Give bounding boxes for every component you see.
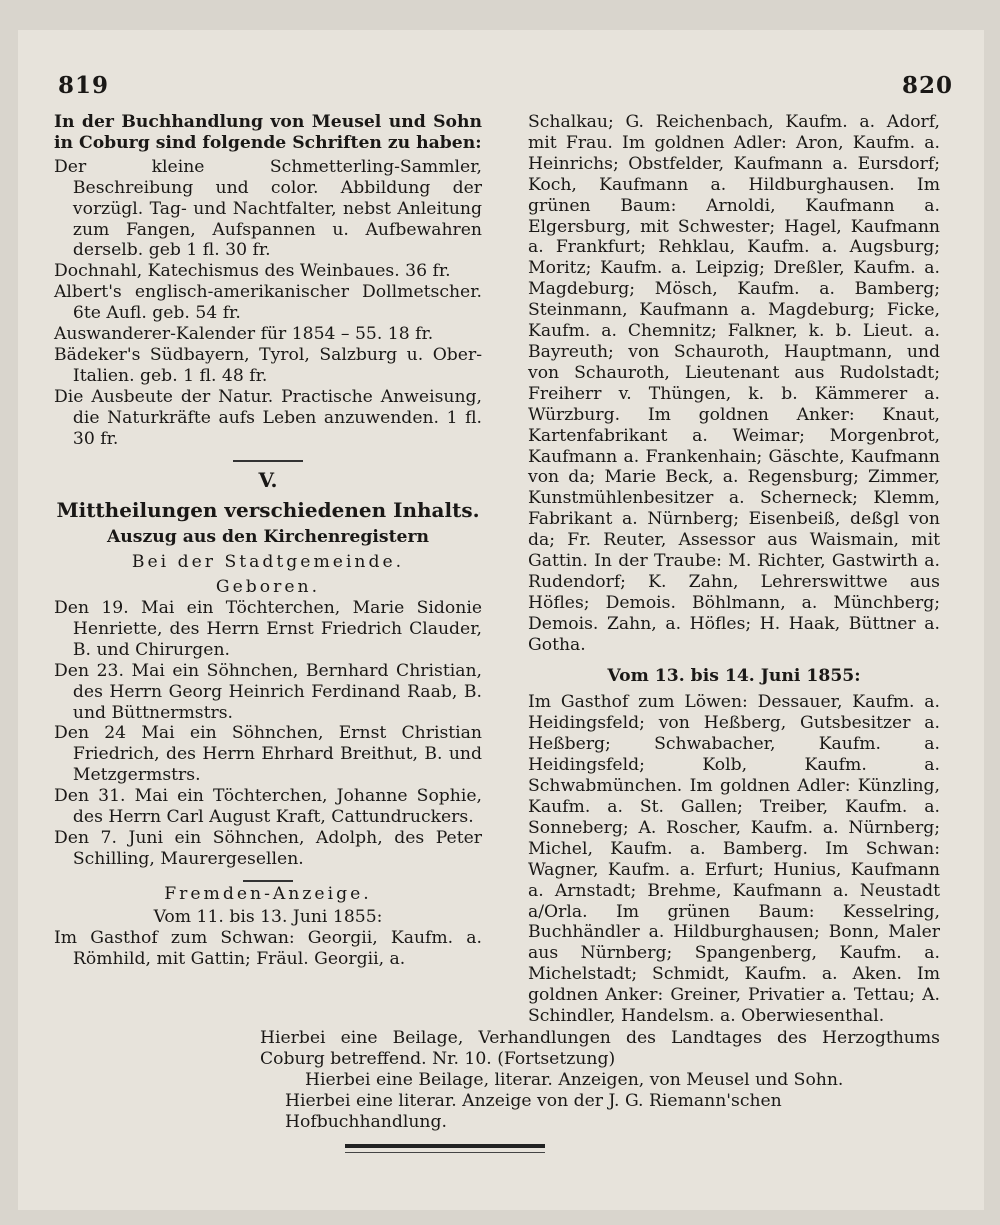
divider: [243, 880, 293, 882]
birth-entry: Den 7. Juni ein Söhnchen, Adolph, des Peter Schilling, Maurergesellen.: [54, 828, 482, 869]
footer-rule: [345, 1144, 545, 1148]
section-number: V.: [258, 467, 278, 492]
born-heading: Geboren.: [215, 577, 321, 598]
section-subtitle: Auszug aus den Kirchenregistern: [106, 527, 430, 548]
footer-notes: [55, 1028, 940, 1133]
footer-note: Hierbei eine Beilage, literar. Anzeigen, von Meusel und Sohn.: [305, 1070, 844, 1090]
date-range: Vom 13. bis 14. Juni 1855:: [607, 665, 861, 686]
book-entry: Bädeker's Südbayern, Tyrol, Salzburg u. Ober-Italien. geb. 1 fl. 48 fr.: [54, 344, 482, 386]
strangers-list: Im Gasthof zum Schwan: Georgii, Kaufm. a. Römhild, mit Gattin; Fräul. Georgii, a.: [54, 927, 482, 969]
footer-note: Hierbei eine Beilage, Verhandlungen des Landtages des Herzogthums Coburg betreffend. Nr. 10. (Fortsetzung): [260, 1028, 940, 1069]
strangers-list: Schalkau; G. Reichenbach, Kaufm. a. Adorf, mit Frau. Im goldnen Adler: Aron, Kaufm. a. Heinrichs; Obstfelder, Kaufmann a. Eursdorf; Koch, Kaufmann a. Hildburghausen. Im grünen Baum: Arnoldi, Kaufmann a. Elgersburg, mit Schwester; Hagel, Kaufmann a. Frankfurt; Rehklau, Kaufm. a. Augsburg; Moritz; Kaufm. a. Leipzig; Dreßler, Kaufm. a. Magdeburg; Mösch, Kaufm. a. Bamberg; Steinmann, Kaufmann a. Magdeburg; Ficke, Kaufm. a. Chemnitz; Falkner, k. b. Lieut. a. Bayreuth; von Schauroth, Hauptmann, und von Schauroth, Lieutenant aus Rudolstadt; Freiherr v. Thüngen, k. b. Kämmerer a. Würzburg. Im goldnen Anker: Knaut, Kartenfabrikant a. Weimar; Morgenbrot, Kaufmann a. Frankenhain; Gäschte, Kaufmann von da; Marie Beck, a. Regensburg; Zimmer, Kunstmühlenbesitzer a. Scherneck; Klemm, Fabrikant a. Nürnberg; Eisenbeiß, deßgl von da; Fr. Reuter, Assessor aus Waismain, mit Gattin. In der Traube: M. Richter, Gastwirth a. Rudendorf; K. Zahn, Lehrerswittwe aus Höfles; Demois. Böhlmann, a. Münchberg; Demois. Zahn, a. Höfles; H. Haak, Büttner a. Gotha.: [528, 112, 940, 655]
book-entry: Auswanderer-Kalender für 1854 – 55. 18 fr.: [54, 324, 434, 345]
footer-note: Hierbei eine literar. Anzeige von der J. G. Riemann'schen Hofbuchhandlung.: [285, 1091, 782, 1132]
birth-entry: Den 23. Mai ein Söhnchen, Bernhard Christian, des Herrn Georg Heinrich Ferdinand Raab, B. und Büttnermstrs.: [54, 660, 482, 723]
book-entry: Die Ausbeute der Natur. Practische Anweisung, die Naturkräfte aufs Leben anzuwenden. 1 fl. 30 fr.: [54, 386, 482, 449]
book-entry: Albert's englisch-amerikanischer Dollmetscher. 6te Aufl. geb. 54 fr.: [54, 282, 482, 324]
birth-entry: Den 19. Mai ein Töchterchen, Marie Sidonie Henriette, des Herrn Ernst Friedrich Clauder, B. und Chirurgen.: [54, 598, 482, 660]
birth-entry: Den 24 Mai ein Söhnchen, Ernst Christian Friedrich, des Herrn Ehrhard Breithut, B. und Metzgermstrs.: [54, 723, 482, 786]
strangers-heading: Fremden-Anzeige.: [164, 883, 372, 904]
right-column: [528, 112, 940, 1027]
section-title: Mittheilungen verschiedenen Inhalts.: [56, 498, 480, 523]
footer-rule-thin: [345, 1152, 545, 1153]
parish-heading: Bei der Stadtgemeinde.: [131, 552, 405, 573]
date-range: Vom 11. bis 13. Juni 1855:: [153, 906, 383, 927]
birth-entry: Den 31. Mai ein Töchterchen, Johanne Sophie, des Herrn Carl August Kraft, Cattundruckers.: [54, 786, 482, 828]
book-entry: Dochnahl, Katechismus des Weinbaues. 36 fr.: [54, 261, 451, 282]
book-entry: Der kleine Schmetterling-Sammler, Beschreibung und color. Abbildung der vorzügl. Tag- und Nachtfalter, nebst Anleitung zum Fangen, Aufspannen u. Aufbewahren derselb. geb 1 fl. 30 fr.: [54, 156, 482, 261]
strangers-list: Im Gasthof zum Löwen: Dessauer, Kaufm. a. Heidingsfeld; von Heßberg, Gutsbesitzer a. Heßberg; Schwabacher, Kaufm. a. Heidingsfeld; Kolb, Kaufm. a. Schwabmünchen. Im goldnen Adler: Künzling, Kaufm. a. St. Gallen; Treiber, Kaufm. a. Sonneberg; A. Roscher, Kaufm. a. Nürnberg; Michel, Kaufm. a. Bamberg. Im Schwan: Wagner, Kaufm. a. Erfurt; Hunius, Kaufmann a. Arnstadt; Brehme, Kaufmann a. Neustadt a/Orla. Im grünen Baum: Kesselring, Buchhändler a. Hildburghausen; Bonn, Maler aus Nürnberg; Spangenberg, Kaufm. a. Michelstadt; Schmidt, Kaufm. a. Aken. Im goldnen Anker: Greiner, Privatier a. Tettau; A. Schindler, Handelsm. a. Oberwiesenthal.: [528, 692, 940, 1027]
left-column: [54, 112, 482, 969]
page-number-right: 820: [902, 72, 954, 99]
page-number-left: 819: [58, 72, 110, 99]
bookshop-ad-intro: In der Buchhandlung von Meusel und Sohn in Coburg sind folgende Schriften zu haben:: [54, 112, 482, 153]
divider: [233, 460, 303, 462]
